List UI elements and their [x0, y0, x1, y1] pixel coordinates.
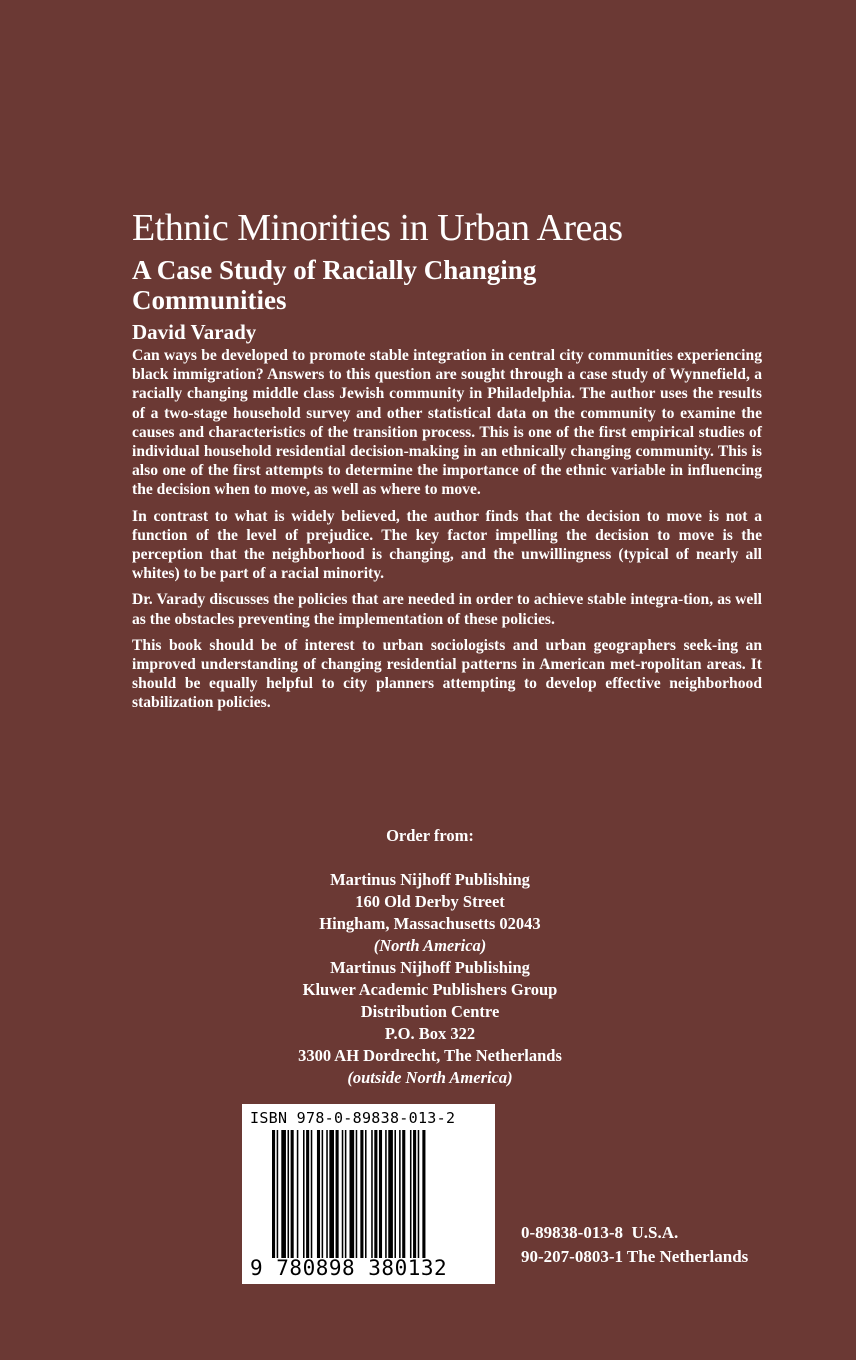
order-line: Hingham, Massachusetts 02043 — [319, 914, 541, 933]
isbn-code-usa: 0-89838-013-8 U.S.A. — [521, 1223, 679, 1242]
isbn-barcode — [242, 1104, 495, 1284]
barcode-bar — [402, 1130, 405, 1258]
order-line: Kluwer Academic Publishers Group — [302, 980, 558, 999]
barcode-bar — [356, 1130, 358, 1258]
blurb-paragraph: Dr. Varady discusses the policies that are needed in order to achieve stable integra-tion, as well as the obstacles preventing the implementation of these policies. — [132, 591, 762, 628]
order-line: Martinus Nijhoff Publishing — [330, 958, 530, 977]
order-line: P.O. Box 322 — [384, 1024, 476, 1043]
barcode-bar — [350, 1130, 355, 1258]
barcode-bar — [277, 1130, 279, 1258]
barcode-bar — [311, 1130, 313, 1258]
barcode-bar — [410, 1130, 412, 1258]
barcode-bar — [297, 1130, 299, 1258]
isbn-codes — [521, 1221, 748, 1269]
order-line: 3300 AH Dordrecht, The Netherlands — [298, 1046, 562, 1065]
order-line: Distribution Centre — [360, 1002, 500, 1021]
barcode-bar — [345, 1130, 347, 1258]
barcode-bar — [322, 1130, 324, 1258]
title-block — [132, 205, 772, 345]
barcode-bar — [336, 1130, 339, 1258]
barcode-bar — [303, 1130, 305, 1258]
order-info — [220, 825, 640, 1089]
book-title: Ethnic Minorities in Urban Areas — [132, 207, 623, 249]
book-author: David Varady — [132, 320, 257, 344]
barcode-bar — [306, 1130, 309, 1258]
barcode-bar — [291, 1130, 294, 1258]
isbn-code-netherlands: 90-207-0803-1 The Netherlands — [521, 1247, 749, 1266]
book-subtitle: A Case Study of Racially Changing Communities — [132, 255, 537, 315]
blurb — [132, 346, 762, 720]
barcode-bar — [394, 1130, 396, 1258]
barcode-bar — [422, 1130, 425, 1258]
barcode-bar — [281, 1130, 286, 1258]
barcode-bar — [342, 1130, 344, 1258]
order-label: Order from: — [386, 826, 474, 845]
barcode-bar — [418, 1130, 420, 1258]
blurb-paragraph: Can ways be developed to promote stable integration in central city communities experiencing black immigration? Answers to this question are sought through a case study of Wynnefield, a racially changing middle class Jewish community in Philadelphia. The author uses the results of a two-stage household survey and other statistical data on the community to examine the causes and characteristics of the transition process. This is one of the first empirical studies of individual household residential decision-making in an ethnically changing community. This is also one of the first attempts to determine the importance of the ethnic variable in influencing the decision when to move, as well as where to move. — [132, 347, 762, 499]
barcode-bar — [385, 1130, 387, 1258]
barcode-bar — [360, 1130, 363, 1258]
barcode-bar — [365, 1130, 367, 1258]
barcode-bar — [388, 1130, 393, 1258]
barcode-bar — [371, 1130, 373, 1258]
barcode-bar — [329, 1130, 334, 1258]
barcode-bar — [288, 1130, 290, 1258]
barcode-bar — [272, 1130, 275, 1258]
barcode-bar — [413, 1130, 416, 1258]
blurb-paragraph: This book should be of interest to urban sociologists and urban geographers seek-ing an improved understanding of changing residential patterns in American met-ropolitan areas. It should be equally helpful to city planners attempting to develop effective neighborhood stabilization policies. — [132, 636, 762, 712]
barcode-bar — [326, 1130, 328, 1258]
order-line: (North America) — [373, 936, 487, 955]
barcode-bar — [379, 1130, 382, 1258]
barcode-bar — [317, 1130, 320, 1258]
barcode-bar — [399, 1130, 401, 1258]
barcode-bars-icon — [272, 1130, 482, 1258]
order-line: Martinus Nijhoff Publishing — [330, 870, 530, 889]
barcode-digits: 9 780898 380132 — [250, 1256, 448, 1280]
isbn-label: ISBN 978-0-89838-013-2 — [250, 1109, 456, 1127]
barcode-bar — [374, 1130, 377, 1258]
blurb-paragraph: In contrast to what is widely believed, the author finds that the decision to move is not a function of the level of prejudice. The key factor impelling the decision to move is the perception that the neighborhood is changing, and the unwillingness (typical of nearly all whites) to be part of a racial minority. — [132, 507, 762, 583]
order-line: 160 Old Derby Street — [355, 892, 505, 911]
order-line: (outside North America) — [347, 1068, 513, 1087]
